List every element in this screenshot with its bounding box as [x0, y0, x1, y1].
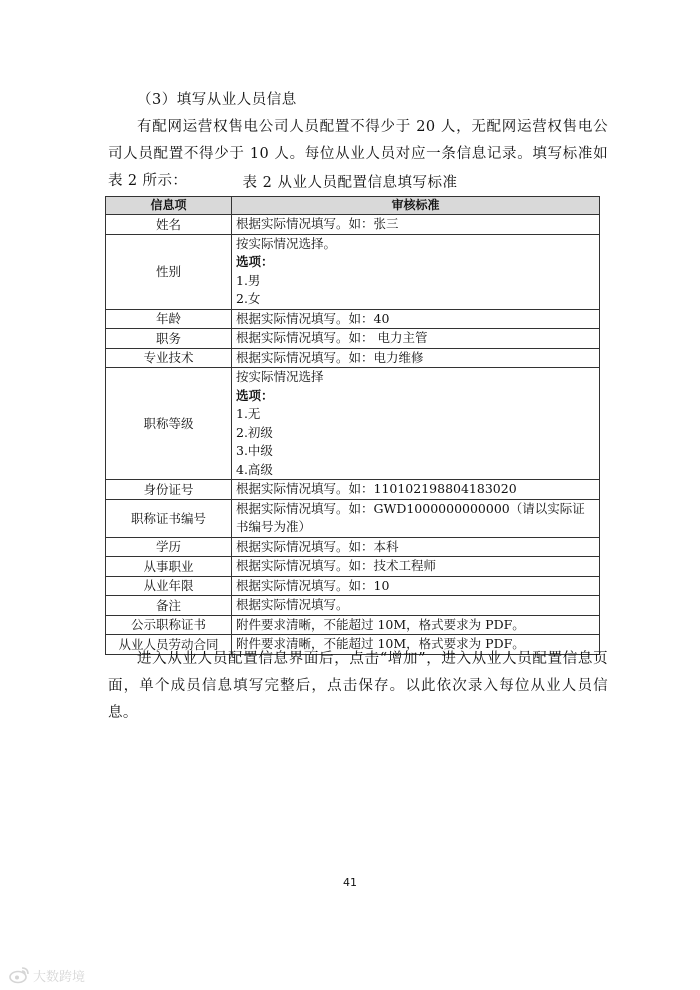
cell-item: 身份证号: [106, 480, 232, 500]
cell-standard: [232, 234, 600, 309]
standard-line: 根据实际情况填写。如：110102198804183020: [236, 481, 517, 496]
standard-line: 根据实际情况填写。如：电力维修: [236, 349, 424, 365]
standard-line: 根据实际情况填写。如：本科: [236, 538, 399, 554]
weibo-logo-icon: [8, 966, 30, 984]
standard-line: 附件要求清晰，不能超过 10M，格式要求为 PDF。: [236, 616, 525, 632]
cell-item: 职务: [106, 329, 232, 349]
table-row: [106, 348, 600, 368]
table-header-row: [106, 197, 600, 215]
standard-line: 附件要求清晰，不能超过 10M，格式要求为 PDF。: [236, 636, 525, 651]
standard-line: 2.初级: [236, 424, 273, 440]
cell-item: 性别: [106, 234, 232, 309]
table-row: [106, 596, 600, 616]
standard-line: 3.中级: [236, 443, 273, 458]
standard-line: 根据实际情况填写。如：张三: [236, 216, 399, 231]
cell-standard: [232, 368, 600, 480]
standard-line: 根据实际情况填写。如：GWD1000000000000（请以实际证书编号为准）: [236, 500, 585, 534]
cell-item: 职称等级: [106, 368, 232, 480]
cell-item: 专业技术: [106, 348, 232, 368]
cell-standard: [232, 309, 600, 329]
table-body: [106, 215, 600, 655]
cell-standard: [232, 557, 600, 577]
standard-line: 4.高级: [236, 461, 273, 477]
header-standard: 审核标准: [232, 197, 600, 215]
table-row: [106, 234, 600, 309]
standard-line: 选项：: [236, 254, 274, 269]
section-heading: （3）填写从业人员信息: [137, 92, 297, 108]
cell-item: 从事职业: [106, 557, 232, 577]
table-caption: 表 2 从业人员配置信息填写标准: [242, 175, 458, 191]
cell-item: 学历: [106, 537, 232, 557]
intro-paragraph: 有配网运营权售电公司人员配置不得少于 20 人，无配网运营权售电公司人员配置不得少于 10 人。每位从业人员对应一条信息记录。填写标准如表 2 所示：: [108, 119, 608, 189]
table-row: [106, 368, 600, 480]
table-row: [106, 615, 600, 635]
standard-line: 根据实际情况填写。如：技术工程师: [236, 558, 437, 573]
cell-standard: [232, 615, 600, 635]
standard-line: 2.女: [236, 291, 261, 306]
standard-line: 按实际情况选择: [236, 369, 324, 384]
cell-standard: [232, 537, 600, 557]
cell-standard: [232, 348, 600, 368]
table-row: [106, 309, 600, 329]
cell-item: 职称证书编号: [106, 499, 232, 537]
outro-paragraph: 进入从业人员配置信息界面后，点击“增加”，进入从业人员配置信息页面，单个成员信息填写完整后，点击保存。以此依次录入每位从业人员信息。: [108, 651, 608, 721]
cell-standard: [232, 596, 600, 616]
watermark-text: 大数跨境: [33, 969, 86, 985]
watermark: [8, 966, 85, 984]
table-row: [106, 215, 600, 235]
standard-line: 选项：: [236, 387, 274, 403]
cell-item: 年龄: [106, 309, 232, 329]
cell-standard: [232, 499, 600, 537]
page-number: 41: [343, 876, 357, 889]
cell-item: 从业年限: [106, 576, 232, 596]
criteria-table: [105, 196, 600, 655]
standard-line: 1.无: [236, 406, 261, 421]
cell-standard: [232, 576, 600, 596]
table-row: [106, 537, 600, 557]
cell-standard: [232, 329, 600, 349]
table-row: [106, 329, 600, 349]
cell-item: 备注: [106, 596, 232, 616]
cell-standard: [232, 480, 600, 500]
table-row: [106, 576, 600, 596]
cell-item: 姓名: [106, 215, 232, 235]
standard-line: 按实际情况选择。: [236, 235, 337, 251]
standard-line: 根据实际情况填写。如： 电力主管: [236, 330, 428, 345]
table-row: [106, 499, 600, 537]
standard-line: 根据实际情况填写。如：10: [236, 577, 390, 593]
header-item: 信息项: [106, 197, 232, 215]
cell-standard: [232, 215, 600, 235]
cell-item: 从业人员劳动合同: [106, 635, 232, 655]
standard-line: 根据实际情况填写。如：40: [236, 310, 390, 326]
cell-item: 公示职称证书: [106, 615, 232, 635]
table-row: [106, 557, 600, 577]
table-row: [106, 480, 600, 500]
standard-line: 根据实际情况填写。: [236, 597, 349, 612]
standard-line: 1.男: [236, 272, 261, 288]
